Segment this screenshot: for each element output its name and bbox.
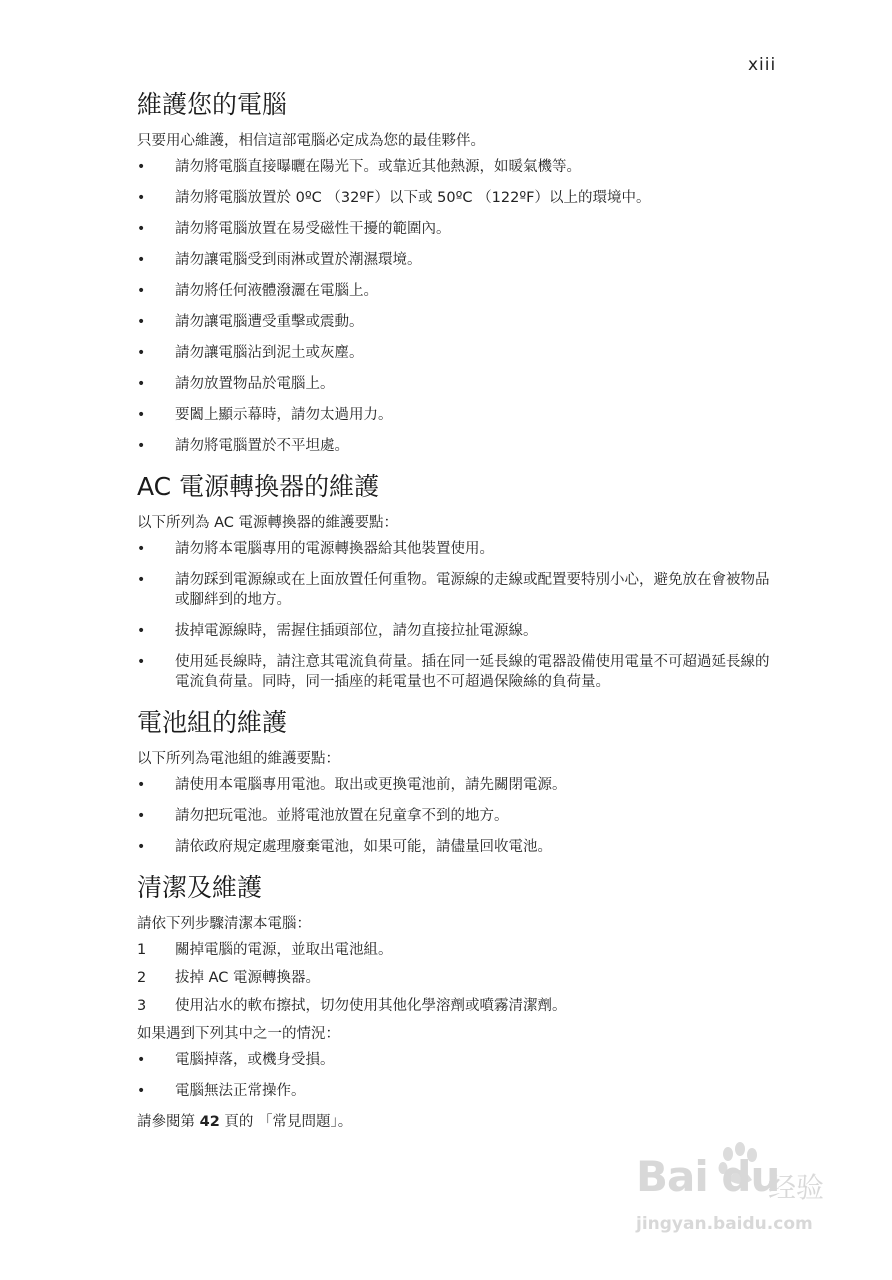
watermark-url: jingyan.baidu.com (636, 1214, 813, 1234)
list-item: • 請勿將本電腦專用的電源轉換器給其他裝置使用。 (137, 541, 494, 557)
list-item: • 要闔上顯示幕時，請勿太過用力。 (137, 407, 393, 423)
list-item: • 請勿讓電腦沾到泥土或灰塵。 (137, 345, 364, 361)
battery-list (137, 775, 777, 857)
section-title-computer-care: 維護您的電腦 (137, 90, 288, 119)
list-item: • 請依政府規定處理廢棄電池，如果可能，請儘量回收電池。 (137, 839, 552, 855)
list-item: • 拔掉電源線時，需握住插頭部位，請勿直接拉扯電源線。 (137, 623, 538, 639)
conditions-list (137, 1050, 777, 1101)
bullet-icon: • (137, 777, 146, 793)
section-intro: 只要用心維護，相信這部電腦必定成為您的最佳夥伴。 (137, 133, 485, 149)
bullet-icon: • (137, 190, 146, 206)
bullet-icon: • (137, 623, 146, 639)
list-item: • 請勿踩到電源線或在上面放置任何重物。電源線的走線或配置要特別小心，避免放在會被物品或腳絆到的地方。 (137, 572, 770, 608)
list-item: • 請勿將任何液體潑灑在電腦上。 (137, 283, 378, 299)
bullet-icon: • (137, 654, 146, 670)
list-item: • 請勿將電腦放置於 0ºC （32ºF）以下或 50ºC （122ºF）以上的環境中。 (137, 190, 651, 206)
bullet-icon: • (137, 1052, 146, 1068)
section-title-battery: 電池組的維護 (137, 708, 288, 737)
reference-page: 42 (199, 1114, 220, 1130)
bullet-icon: • (137, 541, 146, 557)
list-item: • 請勿將電腦放置在易受磁性干擾的範圍內。 (137, 221, 451, 237)
step-item: 3 使用沾水的軟布擦拭，切勿使用其他化學溶劑或噴霧清潔劑。 (137, 998, 567, 1014)
bullet-icon: • (137, 839, 146, 855)
step-item: 2 拔掉 AC 電源轉換器。 (137, 970, 321, 986)
bullet-icon: • (137, 221, 146, 237)
list-item: • 請使用本電腦專用電池。取出或更換電池前，請先關閉電源。 (137, 777, 567, 793)
bullet-icon: • (137, 345, 146, 361)
step-item: 1 關掉電腦的電源，並取出電池組。 (137, 942, 393, 958)
list-item: • 請勿把玩電池。並將電池放置在兒童拿不到的地方。 (137, 808, 509, 824)
list-item: • 請勿將電腦直接曝曬在陽光下。或靠近其他熱源，如暖氣機等。 (137, 159, 581, 175)
bullet-icon: • (137, 438, 146, 454)
list-item: • 請勿讓電腦遭受重擊或震動。 (137, 314, 364, 330)
section-intro: 請依下列步驟清潔本電腦： (137, 916, 311, 932)
watermark-brand: Bai du (636, 1152, 780, 1201)
bullet-icon: • (137, 314, 146, 330)
list-item: • 請勿將電腦置於不平坦處。 (137, 438, 349, 454)
bullet-icon: • (137, 572, 146, 588)
section-title-cleaning: 清潔及維護 (137, 873, 263, 902)
list-item: • 請勿讓電腦受到雨淋或置於潮濕環境。 (137, 252, 422, 268)
watermark-cn: 经验 (768, 1171, 825, 1204)
bullet-icon: • (137, 376, 146, 392)
section-title-ac-adapter: AC 電源轉換器的維護 (137, 472, 380, 501)
section-intro-conditions: 如果遇到下列其中之一的情況： (137, 1026, 340, 1042)
page-number: xiii (748, 55, 777, 75)
bullet-icon: • (137, 252, 146, 268)
section-intro: 以下所列為電池組的維護要點： (137, 751, 340, 767)
page-content (137, 88, 777, 1132)
bullet-icon: • (137, 407, 146, 423)
list-item: • 電腦掉落，或機身受損。 (137, 1052, 335, 1068)
bullet-icon: • (137, 808, 146, 824)
list-item: • 請勿放置物品於電腦上。 (137, 376, 335, 392)
reference-note: 請參閱第 42 頁的 「常見問題」。 (137, 1114, 353, 1130)
care-list (137, 157, 777, 456)
section-intro: 以下所列為 AC 電源轉換器的維護要點： (137, 515, 399, 531)
bullet-icon: • (137, 159, 146, 175)
cleaning-steps (137, 940, 777, 1016)
bullet-icon: • (137, 1083, 146, 1099)
baidu-watermark (636, 1148, 836, 1243)
bullet-icon: • (137, 283, 146, 299)
list-item: • 電腦無法正常操作。 (137, 1083, 306, 1099)
adapter-list (137, 539, 777, 692)
list-item: • 使用延長線時，請注意其電流負荷量。插在同一延長線的電器設備使用電量不可超過延長線的電流負荷量。同時，同一插座的耗電量也不可超過保險絲的負荷量。 (137, 654, 770, 690)
